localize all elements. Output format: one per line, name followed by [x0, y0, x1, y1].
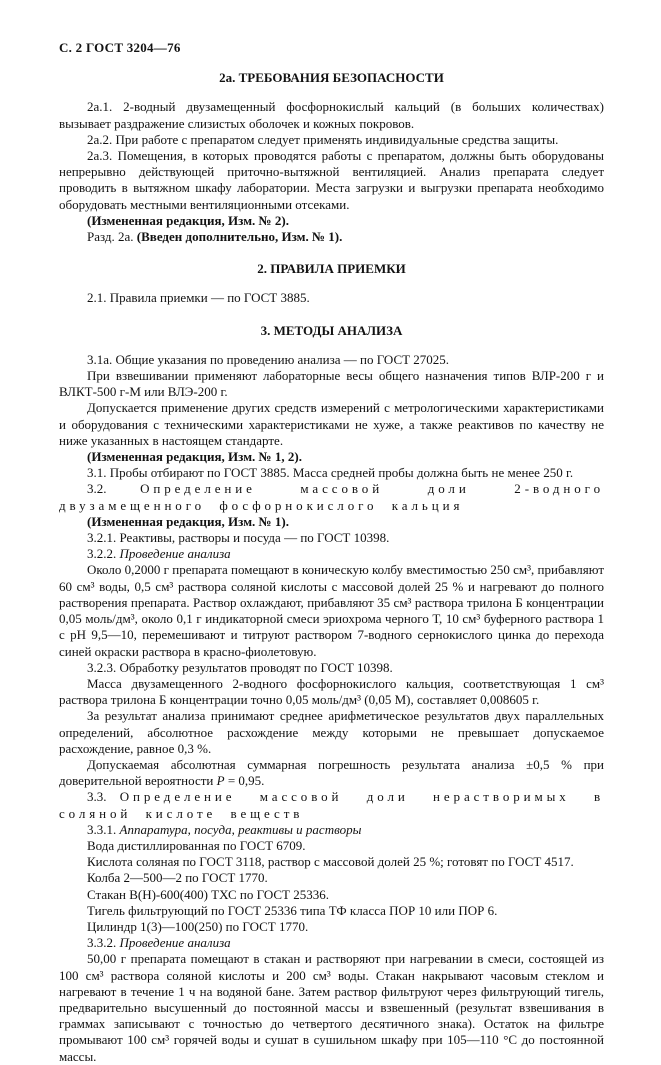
subsection-3-3-2-title: [59, 935, 604, 951]
paragraph-analysis-procedure-1: Около 0,2000 г препарата помещают в коническую колбу вместимостью 250 см³, прибавляют 60 см³ воды, 0,5 см³ раствора соляной кислоты с массовой долей 25 % и нагревают до полного растворения препарата. Раствор охлаждают, прибавляют 35 см³ раствора трилона Б концентрации 0,05 моль/дм³, около 0,1 г индикаторной смеси эриохрома черного Т, 10 см³ буферного раствора 1 с рН 9,5—10, перемешивают и титруют раствором 7-водного сернокислого цинка до перехода синей окраски раствора в красно-фиолетовую.: [59, 562, 604, 659]
paragraph-3-2-1: 3.2.1. Реактивы, растворы и посуда — по ГОСТ 10398.: [87, 530, 390, 546]
subsection-3-3-number: 3.3.: [87, 789, 120, 805]
subsection-3-3-1-number: 3.3.1.: [87, 821, 120, 837]
list-item-flask: Колба 2—500—2 по ГОСТ 1770.: [87, 870, 268, 886]
paragraph-mass-equivalent: Масса двузамещенного 2-водного фосфорнокислого кальция, соответствующая 1 см³ раствора трилона Б концентрации точно 0,05 моль/дм³ (0,05 М), составляет 0,008605 г.: [59, 675, 604, 708]
section-3-heading: 3. МЕТОДЫ АНАЛИЗА: [260, 322, 403, 338]
amendment-note-izm1-2: (Измененная редакция, Изм. № 1, 2).: [87, 449, 302, 465]
subsection-3-3-1-title: [59, 822, 604, 838]
subsection-3-2-spaced-title: Определение массовой доли 2-водного двузамещенного фосфорнокислого кальция: [59, 481, 604, 513]
section-2a-heading: 2а. ТРЕБОВАНИЯ БЕЗОПАСНОСТИ: [219, 70, 444, 86]
probability-value: = 0,95.: [224, 773, 265, 789]
error-probability-text: Допускаемая абсолютная суммарная погрешность результата анализа ±0,5 % при доверительной вероятности: [59, 756, 604, 789]
paragraph-3-1a: 3.1а. Общие указания по проведению анализа — по ГОСТ 27025.: [87, 351, 450, 367]
paragraph-razd-2a: [59, 229, 604, 245]
subsection-3-3-1-label: Аппаратура, посуда, реактивы и растворы: [119, 821, 362, 837]
subsection-3-2-number: 3.2.: [87, 481, 141, 497]
subsection-3-3-2-label: Проведение анализа: [119, 935, 231, 951]
paragraph-3-1: 3.1. Пробы отбирают по ГОСТ 3885. Масса средней пробы должна быть не менее 250 г.: [87, 465, 574, 481]
subsection-3-2-title: [59, 481, 604, 513]
paragraph-2a2: 2а.2. При работе с препаратом следует применять индивидуальные средства защиты.: [87, 131, 559, 147]
paragraph-scales: При взвешивании применяют лабораторные весы общего назначения типов ВЛР-200 г и ВЛКТ-500 г-М или ВЛЭ-200 г.: [59, 368, 604, 400]
list-item-crucible: Тигель фильтрующий по ГОСТ 25336 типа ТФ класса ПОР 10 или ПОР 6.: [87, 902, 498, 918]
subsection-3-2-2-title: [59, 546, 604, 562]
section-2-heading: 2. ПРАВИЛА ПРИЕМКИ: [257, 261, 406, 277]
amendment-note-izm2: (Измененная редакция, Изм. № 2).: [87, 212, 289, 228]
paragraph-2-1: 2.1. Правила приемки — по ГОСТ 3885.: [87, 290, 310, 306]
page-header: С. 2 ГОСТ 3204—76: [59, 40, 181, 55]
list-item-water: Вода дистиллированная по ГОСТ 6709.: [87, 837, 306, 853]
paragraph-analysis-procedure-2: 50,00 г препарата помещают в стакан и растворяют при нагревании в смеси, состоящей из 100 см³ раствора соляной кислоты и 200 см³ воды. Стакан накрывают часовым стеклом и нагревают в течение 1 ч на водяной бане. Затем раствор фильтруют через фильтрующий тигель, предварительно высушенный до постоянной массы и взвешенный (результат взвешивания в граммах записывают с точностью до четвертого десятичного знака). Остаток на фильтре промывают 100 см³ горячей воды и сушат в сушильном шкафу при 105—110 °С до постоянной массы.: [59, 951, 604, 1064]
subsection-3-3-spaced-title: Определение массовой доли нерастворимых в соляной кислоте веществ: [59, 789, 604, 821]
paragraph-result-mean: За результат анализа принимают среднее арифметическое результатов двух параллельных определений, абсолютное расхождение между которыми не превышает допускаемое расхождение, равное 0,3 %.: [59, 708, 604, 756]
paragraph-2a3: 2а.3. Помещения, в которых проводятся работы с препаратом, должны быть оборудованы непрерывно действующей приточно-вытяжной вентиляцией. Анализ препарата следует проводить в вытяжном шкафу лаборатории. Места загрузки и выгрузки препарата необходимо оборудовать местными вентиляционными отсеками.: [59, 148, 604, 212]
list-item-cylinder: Цилиндр 1(3)—100(250) по ГОСТ 1770.: [87, 918, 309, 934]
subsection-3-3-title: [59, 789, 604, 821]
amendment-note-izm1: (Измененная редакция, Изм. № 1).: [87, 513, 289, 529]
paragraph-allowed-instruments: Допускается применение других средств измерений с метрологическими характеристиками и оборудования с техническими характеристиками не хуже, а также реактивов по качеству не ниже указанных в настоящем стандарте.: [59, 400, 604, 448]
subsection-3-3-2-number: 3.3.2.: [87, 935, 120, 951]
paragraph-2a1: 2а.1. 2-водный двузамещенный фосфорнокислый кальций (в больших количествах) вызывает раздражение слизистых оболочек и кожных покровов.: [59, 99, 604, 131]
subsection-3-2-2-number: 3.2.2.: [87, 546, 120, 562]
list-item-beaker: Стакан В(Н)-600(400) ТХС по ГОСТ 25336.: [87, 886, 329, 902]
probability-symbol: Р: [216, 773, 225, 789]
razd-2a-amendment: (Введен дополнительно, Изм. № 1).: [136, 229, 343, 245]
paragraph-3-2-3: 3.2.3. Обработку результатов проводят по ГОСТ 10398.: [87, 659, 393, 675]
razd-2a-prefix: Разд. 2а.: [87, 229, 137, 245]
list-item-acid: Кислота соляная по ГОСТ 3118, раствор с массовой долей 25 %; готовят по ГОСТ 4517.: [87, 854, 574, 870]
subsection-3-2-2-label: Проведение анализа: [119, 546, 231, 562]
paragraph-error-probability: [59, 757, 604, 789]
